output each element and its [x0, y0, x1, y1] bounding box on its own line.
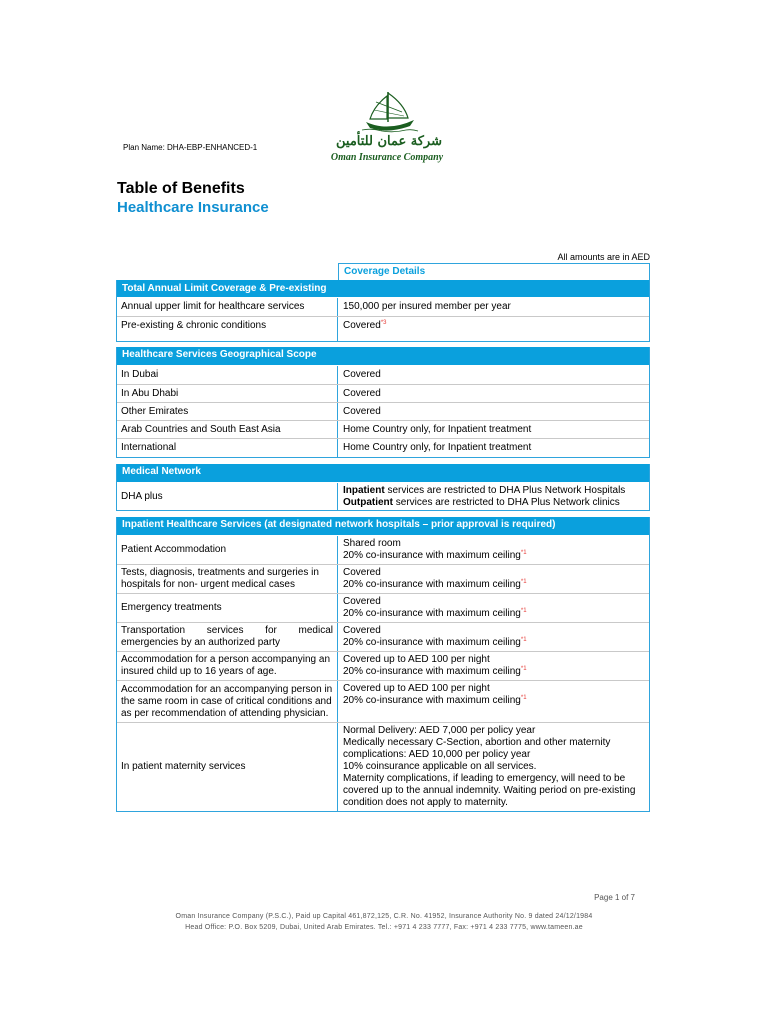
table-row [117, 622, 649, 651]
coinsurance-text: 20% co-insurance with maximum ceiling [343, 637, 521, 648]
coinsurance-text: 20% co-insurance with maximum ceiling [343, 695, 521, 706]
coinsurance-text: 20% co-insurance with maximum ceiling [343, 579, 521, 590]
footnote-marker: *1 [520, 579, 527, 585]
coinsurance-text: 20% co-insurance with maximum ceiling [343, 550, 521, 561]
amounts-note: All amounts are in AED [557, 252, 650, 262]
value-line: Covered up to AED 100 per night [343, 654, 490, 665]
benefit-value [338, 652, 649, 680]
document-title: Table of Benefits [117, 180, 245, 197]
benefit-label: International [117, 439, 338, 457]
benefit-label: In patient maternity services [117, 723, 338, 811]
table-row [117, 722, 649, 811]
table-row [117, 593, 649, 622]
section-header: Medical Network [117, 464, 649, 482]
benefit-value [338, 483, 649, 510]
table-row [117, 384, 649, 402]
benefit-label: Other Emirates [117, 403, 338, 420]
benefit-value: Covered [343, 369, 381, 380]
footer-contact-info: Head Office: P.O. Box 5209, Dubai, United Arab Emirates. Tel.: +971 4 233 7777, Fax: +971 4 233 7775, www.tameen.ae [185, 924, 583, 931]
benefit-label: Transportation services for medical emergencies by an authorized party [117, 623, 338, 651]
benefits-table [116, 263, 650, 818]
benefit-value [338, 536, 649, 564]
table-row [117, 535, 649, 564]
footnote-marker: *3 [380, 320, 387, 326]
table-row [117, 564, 649, 593]
dhow-boat-icon [358, 88, 420, 136]
benefit-label: Emergency treatments [117, 594, 338, 622]
section-medical-network [116, 464, 650, 511]
table-row [117, 420, 649, 438]
footer-company-info: Oman Insurance Company (P.S.C.), Paid up Capital 461,872,125, C.R. No. 41952, Insurance Authority No. 9 dated 24/12/1984 [175, 913, 593, 920]
table-row [117, 482, 649, 510]
section-header: Total Annual Limit Coverage & Pre-existing [117, 280, 649, 297]
table-row [117, 297, 649, 316]
logo-arabic-text: شركة عمان للتأمين [336, 134, 442, 149]
benefit-label: In Abu Dhabi [117, 385, 338, 402]
benefit-label: In Dubai [117, 366, 338, 384]
value-line: Shared room [343, 538, 401, 549]
footnote-marker: *1 [520, 695, 527, 701]
table-row [117, 316, 649, 341]
coinsurance-text: 20% co-insurance with maximum ceiling [343, 608, 521, 619]
benefit-value [338, 623, 649, 651]
coinsurance-text: 20% co-insurance with maximum ceiling [343, 666, 521, 677]
inpatient-label: Inpatient [343, 484, 385, 496]
value-line: Covered up to AED 100 per night [343, 683, 490, 694]
inpatient-text: services are restricted to DHA Plus Network Hospitals [384, 484, 626, 496]
benefit-label: Patient Accommodation [117, 536, 338, 564]
logo-english-text: Oman Insurance Company [330, 152, 444, 163]
benefit-value: Home Country only, for Inpatient treatment [343, 423, 532, 435]
benefit-value: Covered [343, 405, 381, 417]
benefit-value: Covered [343, 387, 381, 399]
value-line: Covered [343, 567, 381, 578]
value-line: 10% coinsurance applicable on all services. [343, 761, 537, 772]
benefit-value [338, 681, 649, 722]
benefit-label: Pre-existing & chronic conditions [117, 317, 338, 341]
benefit-label: Accommodation for an accompanying person in the same room in case of critical conditions and as per recommendation of attending physician. [117, 681, 338, 722]
benefit-label: DHA plus [117, 483, 338, 510]
table-row [117, 365, 649, 384]
value-line: Covered [343, 596, 381, 607]
benefit-label: Accommodation for a person accompanying an insured child up to 16 years of age. [117, 652, 338, 680]
company-logo [328, 88, 446, 166]
section-geographical-scope [116, 347, 650, 458]
value-line: Medically necessary C-Section, abortion and other maternity complications: AED 10,000 per policy year [343, 737, 611, 760]
footnote-marker: *1 [520, 637, 527, 643]
footnote-marker: *1 [520, 666, 527, 672]
value-line: Covered [343, 625, 381, 636]
benefit-label: Tests, diagnosis, treatments and surgeries in hospitals for non- urgent medical cases [117, 565, 338, 593]
benefit-value: 150,000 per insured member per year [343, 301, 511, 312]
outpatient-text: services are restricted to DHA Plus Network clinics [393, 496, 620, 508]
page-number: Page 1 of 7 [594, 893, 635, 902]
outpatient-label: Outpatient [343, 496, 393, 508]
table-row [117, 651, 649, 680]
benefit-value [338, 723, 649, 811]
plan-name: Plan Name: DHA-EBP-ENHANCED-1 [123, 143, 258, 152]
section-inpatient-services [116, 517, 650, 812]
value-line: Maternity complications, if leading to emergency, will need to be covered up to the annual indemnity. Waiting period on pre-existing condition does not apply to maternity. [343, 773, 636, 808]
footnote-marker: *1 [520, 550, 527, 556]
benefit-value [338, 317, 649, 341]
value-text: Covered [343, 320, 381, 331]
table-row [117, 680, 649, 722]
benefit-value [338, 594, 649, 622]
benefit-value [338, 565, 649, 593]
benefit-label: Annual upper limit for healthcare services [117, 298, 338, 316]
coverage-details-header: Coverage Details [338, 263, 650, 280]
value-line: Normal Delivery: AED 7,000 per policy year [343, 725, 536, 736]
benefit-label: Arab Countries and South East Asia [117, 421, 338, 438]
section-header: Inpatient Healthcare Services (at designated network hospitals – prior approval is required) [117, 517, 649, 535]
footnote-marker: *1 [520, 608, 527, 614]
table-row [117, 438, 649, 457]
document-subtitle: Healthcare Insurance [117, 199, 269, 216]
section-total-limit [116, 280, 650, 342]
table-row [117, 402, 649, 420]
section-header: Healthcare Services Geographical Scope [117, 347, 649, 365]
benefit-value: Home Country only, for Inpatient treatment [343, 442, 532, 453]
